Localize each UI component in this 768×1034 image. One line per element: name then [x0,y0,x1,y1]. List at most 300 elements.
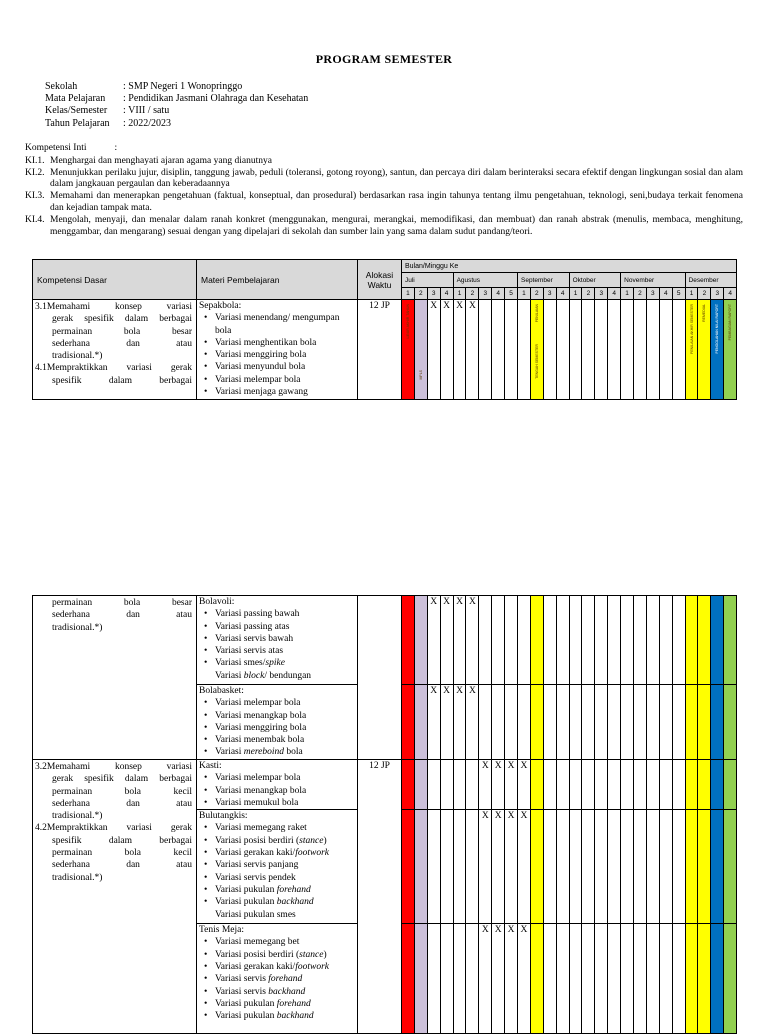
alokasi-cell [358,596,402,760]
week-cell [698,685,711,760]
header-alokasi-line1: Alokasi [365,269,394,280]
week-cell [595,760,608,810]
list-item: • Variasi mereboind bola [215,746,354,758]
week-num: 3 [595,288,608,300]
page-title: PROGRAM SEMESTER [315,52,453,66]
kd-line: spesifik dalam berbagai [52,375,192,386]
week-cell [595,596,608,685]
kd-line: gerak spesifik dalam berbagai [52,314,192,325]
list-item: • Variasi gerakan kaki/footwork [215,847,354,859]
list-item: • Variasi memegang raket [215,822,354,834]
week-cell: X [440,596,453,685]
week-cell [556,300,569,400]
week-cell [569,924,582,1034]
week-cell-holiday [402,300,415,400]
list-item: • Variasi memegang bet [215,936,354,948]
kd-line: permainan bola kecil [52,786,192,797]
week-cell [724,685,737,760]
week-cell [659,924,672,1034]
week-cell [440,760,453,810]
week-num: 4 [724,288,737,300]
week-cell [634,596,647,685]
week-cell [724,596,737,685]
week-cell [608,810,621,924]
week-cell [634,760,647,810]
week-cell [518,300,531,400]
week-cell: X [518,760,531,810]
week-cell [556,596,569,685]
kd-cell-2 [33,760,197,1034]
week-cell [672,300,685,400]
month-juli: Juli [402,273,454,288]
week-num: 4 [492,288,505,300]
week-cell: X [440,300,453,400]
kd-line: permainan bola besar [52,326,192,337]
list-item: • Variasi pukulan backhand [215,896,354,908]
materi-tenis-meja [197,924,358,1034]
week-cell [634,685,647,760]
week-cell [711,760,724,810]
week-cell [646,924,659,1034]
week-cell [595,300,608,400]
vertical-note: PEMBAGIAN RAPORT [728,304,733,341]
kd-line: sederhana dan atau [52,860,192,871]
list-item: • Variasi servis pendek [215,872,354,884]
week-cell [518,685,531,760]
info-row-mapel [45,93,308,105]
week-cell [530,760,543,810]
materi-bolavoli [197,596,358,685]
ki-item [25,191,743,215]
week-cell-raport [724,300,737,400]
week-cell [569,300,582,400]
list-item: • Variasi melempar bola [215,374,354,386]
header-bulan: Bulan/Minggu Ke [402,260,737,273]
week-cell [569,810,582,924]
table-row-sepakbola [33,300,737,400]
week-cell [402,760,415,810]
vertical-note: LIBUR AKHIR TAHUN [405,304,410,339]
kompetensi-inti [25,143,743,238]
week-cell [543,300,556,400]
week-cell [672,685,685,760]
week-cell [608,685,621,760]
ki-text: Memahami dan menerapkan pengetahuan (faktual, konseptual, dan prosedural) berdasarkan rasa ingin tahunya tentang ilmu pengetahuan, teknologi, seni,budaya terkait fenomena dan kejadian tampak mata. [50,191,743,213]
vertical-note: MPLS [418,370,423,380]
week-num: 2 [466,288,479,300]
week-num: 3 [479,288,492,300]
week-cell [479,300,492,400]
kd-line: sederhana dan atau [52,338,192,349]
info-value: : SMP Negeri 1 Wonopringgo [123,81,243,92]
week-cell-mpls [414,300,427,400]
week-cell [505,596,518,685]
week-num: 1 [453,288,466,300]
ki-code: KI.1. [25,155,45,166]
month-september: September [518,273,570,288]
week-cell: X [466,685,479,760]
week-cell [698,810,711,924]
week-cell: X [440,685,453,760]
week-cell [672,760,685,810]
week-cell [402,596,415,685]
week-cell [427,810,440,924]
week-cell [440,924,453,1034]
ki-text: Menunjukkan perilaku jujur, disiplin, tanggung jawab, peduli (toleransi, gotong royong), santun, dan percaya diri dalam berinteraksi secara efektif dengan lingkungan sosial dan alam dalam jangkauan pergaulan dan keberadaannya [50,167,743,190]
week-cell: X [453,685,466,760]
month-oktober: Oktober [569,273,621,288]
week-num: 3 [646,288,659,300]
week-cell [543,685,556,760]
info-label: Tahun Pelajaran [45,117,110,129]
week-cell [492,596,505,685]
week-cell: X [466,596,479,685]
week-cell-pas [685,300,698,400]
week-cell: X [427,300,440,400]
week-cell [556,810,569,924]
week-cell [608,596,621,685]
list-item: • Variasi gerakan kaki/footwork [215,961,354,973]
kd-cell-cont [33,596,197,760]
table-row-bolavoli [33,596,737,685]
week-cell [492,685,505,760]
week-cell [582,760,595,810]
week-cell: X [505,924,518,1034]
week-cell [569,596,582,685]
info-row-tahun [45,118,308,130]
week-cell: X [518,924,531,1034]
week-cell [530,810,543,924]
materi-bulutangkis [197,810,358,924]
list-item: • Variasi posisi berdiri (stance) [215,949,354,961]
week-cell: X [466,300,479,400]
week-cell [569,760,582,810]
kd-line: permainan bola besar [52,598,192,608]
week-num: 2 [582,288,595,300]
week-cell [414,760,427,810]
week-cell [672,924,685,1034]
kd-line: 4.2Mempraktikkan variasi gerak [35,823,192,834]
week-cell [414,685,427,760]
materi-bolabasket [197,685,358,760]
program-table-page1 [32,259,737,400]
week-cell: X [518,810,531,924]
week-cell [634,300,647,400]
alokasi-cell: 12 JP [358,300,402,400]
week-cell [595,685,608,760]
list-item: • Variasi servis atas [215,645,354,657]
week-cell [402,685,415,760]
week-cell: X [479,924,492,1034]
materi-title: Bolavoli: [199,597,235,607]
week-cell [466,810,479,924]
list-item: • Variasi menggiring bola [215,349,354,361]
week-cell-nilai [711,300,724,400]
list-item: • Variasi passing bawah [215,608,354,620]
week-cell [543,924,556,1034]
week-cell [685,924,698,1034]
week-cell [453,924,466,1034]
week-cell [711,924,724,1034]
program-table-page2 [32,595,737,1034]
week-cell [427,924,440,1034]
week-cell [543,760,556,810]
header-kd: Kompetensi Dasar [33,260,197,300]
kd-line: gerak spesifik dalam berbagai [52,774,192,785]
list-item-extra: Variasi pukulan smes [215,909,296,920]
list-item: • Variasi menghentikan bola [215,337,354,349]
list-item: • Variasi menembak bola [215,734,354,746]
week-cell [659,760,672,810]
list-item: • Variasi servis backhand [215,986,354,998]
list-item: • Variasi posisi berdiri (stance) [215,835,354,847]
week-cell [711,685,724,760]
week-num: 2 [414,288,427,300]
week-cell [414,596,427,685]
ki-item [25,156,743,168]
week-cell [659,300,672,400]
week-cell [646,685,659,760]
week-cell [530,596,543,685]
info-row-kelas [45,105,308,117]
week-cell [479,685,492,760]
ki-heading-text: Kompetensi Inti [25,143,87,153]
week-num: 1 [685,288,698,300]
week-cell [556,760,569,810]
week-cell [685,810,698,924]
week-num: 2 [634,288,647,300]
week-cell [646,300,659,400]
week-cell [646,810,659,924]
kd-cell [33,300,197,400]
week-cell: X [505,810,518,924]
vertical-note: TENGAH SEMESTER [534,344,539,380]
kd-line: sederhana dan atau [52,798,192,809]
vertical-note: PENILAIAN [534,304,539,323]
list-item: • Variasi melempar bola [215,772,354,784]
week-num: 4 [608,288,621,300]
week-num: 4 [556,288,569,300]
week-cell [569,685,582,760]
ki-heading-colon: : [114,143,118,153]
week-cell [608,924,621,1034]
week-cell [543,596,556,685]
week-cell [621,810,634,924]
info-row-sekolah [45,81,308,93]
week-cell [724,924,737,1034]
week-cell [505,685,518,760]
week-cell [543,810,556,924]
info-value: : VIII / satu [123,105,170,117]
week-cell-remedial [698,300,711,400]
week-cell [518,596,531,685]
header-alokasi [358,260,402,300]
week-num: 2 [530,288,543,300]
list-item: • Variasi menangkap bola [215,785,354,797]
week-cell [608,760,621,810]
info-label: Sekolah [45,81,78,92]
week-cell [621,596,634,685]
week-cell [440,810,453,924]
week-cell: X [427,596,440,685]
week-num: 5 [672,288,685,300]
week-cell [402,924,415,1034]
kd-line: sederhana dan atau [52,610,192,621]
week-cell [698,924,711,1034]
week-cell [453,810,466,924]
week-cell [453,760,466,810]
month-desember: Desember [685,273,737,288]
week-cell [685,760,698,810]
info-label: Kelas/Semester [45,105,108,117]
week-cell [711,596,724,685]
week-cell [685,685,698,760]
week-cell [659,810,672,924]
kd-line: tradisional.*) [52,872,103,883]
week-cell [582,300,595,400]
ki-code: KI.3. [25,191,45,202]
ki-item [25,168,743,192]
list-item: • Variasi menendang/ mengumpan bola [215,312,354,337]
week-cell [646,596,659,685]
list-item: • Variasi servis panjang [215,859,354,871]
ki-text: Mengolah, menyaji, dan menalar dalam ranah konkret (menggunakan, mengurai, merangkai, memodifikasi, dan membuat) dan ranah abstrak (menulis, membaca, menghitung, menggambar, dan mengarang) sesuai dengan yang dipelajari di sekolah dan sumber lain yang sama dalam sudut pandang/teori. [50,214,743,237]
list-item: • Variasi pukulan forehand [215,998,354,1010]
week-cell [414,810,427,924]
list-item: • Variasi smes/spike [215,657,354,669]
list-item: • Variasi melempar bola [215,697,354,709]
ki-item [25,215,743,239]
month-november: November [621,273,685,288]
week-cell: X [492,924,505,1034]
materi-title: Kasti: [199,761,222,771]
materi-title: Tenis Meja: [199,925,244,936]
vertical-note: PENILAIAN AKHIR SEMESTER [689,304,694,354]
kd-line: spesifik dalam berbagai [52,835,192,846]
week-cell-pts [530,300,543,400]
list-item: • Variasi servis bawah [215,633,354,645]
ki-code: KI.4. [25,214,45,225]
week-cell [659,596,672,685]
header-alokasi-line2: Waktu [367,279,392,290]
week-cell [402,810,415,924]
week-cell [634,924,647,1034]
kd-line: tradisional.*) [52,351,103,362]
week-num: 4 [659,288,672,300]
info-value: : Pendidikan Jasmani Olahraga dan Kesehatan [123,93,309,105]
week-cell: X [427,685,440,760]
table-row-kasti [33,760,737,810]
week-cell [492,300,505,400]
week-cell: X [453,596,466,685]
week-cell [595,924,608,1034]
week-num: 1 [518,288,531,300]
week-cell [466,924,479,1034]
ki-code: KI.2. [25,167,45,178]
week-cell [582,924,595,1034]
week-cell [582,596,595,685]
week-cell: X [479,760,492,810]
week-cell [479,596,492,685]
week-cell [698,760,711,810]
list-item: • Variasi pukulan forehand [215,884,354,896]
kd-line: 3.1Memahami konsep variasi [35,302,192,312]
week-cell [672,596,685,685]
week-num: 1 [569,288,582,300]
week-cell [466,760,479,810]
week-cell [414,924,427,1034]
kd-line: tradisional.*) [52,622,103,633]
header-materi: Materi Pembelajaran [197,260,358,300]
week-cell [556,924,569,1034]
week-cell: X [492,810,505,924]
list-item: • Variasi servis forehand [215,973,354,985]
week-cell: X [505,760,518,810]
week-num: 3 [711,288,724,300]
month-agustus: Agustus [453,273,517,288]
week-cell [582,685,595,760]
list-item: • Variasi menjaga gawang [215,386,354,398]
week-num: 1 [402,288,415,300]
week-num: 4 [440,288,453,300]
vertical-note: REMEDIAL [702,304,707,322]
week-cell [659,685,672,760]
week-cell [685,596,698,685]
list-item: • Variasi memukul bola [215,797,354,809]
week-cell [646,760,659,810]
alokasi-cell: 12 JP [358,760,402,1034]
week-num: 5 [505,288,518,300]
week-cell: X [453,300,466,400]
week-num: 1 [621,288,634,300]
week-cell [621,924,634,1034]
list-item: • Variasi menggiring bola [215,722,354,734]
ki-text: Menghargai dan menghayati ajaran agama yang dianutnya [50,155,272,166]
week-cell [621,685,634,760]
school-info [45,81,308,130]
week-cell [698,596,711,685]
list-item: • Variasi menyundul bola [215,361,354,373]
materi-kasti [197,760,358,810]
week-num: 2 [698,288,711,300]
week-cell [427,760,440,810]
week-cell [595,810,608,924]
materi-title: Bulutangkis: [199,811,248,822]
week-cell: X [479,810,492,924]
week-cell: X [492,760,505,810]
kd-line: 3.2Memahami konsep variasi [35,762,192,772]
info-value: : 2022/2023 [123,117,172,129]
week-cell [672,810,685,924]
week-cell [556,685,569,760]
materi-title: Bolabasket: [199,686,244,696]
week-cell [621,300,634,400]
week-cell [711,810,724,924]
materi-sepakbola [197,300,358,400]
week-num: 3 [427,288,440,300]
week-cell [505,300,518,400]
week-cell [724,760,737,810]
ki-heading [25,143,743,155]
list-item-extra: Variasi block/ bendungan [215,670,312,681]
week-cell [530,924,543,1034]
kd-line: 4.1Mempraktikkan variasi gerak [35,363,192,374]
week-cell [724,810,737,924]
list-item: • Variasi pukulan backhand [215,1010,354,1022]
materi-title: Sepakbola: [199,301,242,311]
week-cell [530,685,543,760]
week-cell [621,760,634,810]
